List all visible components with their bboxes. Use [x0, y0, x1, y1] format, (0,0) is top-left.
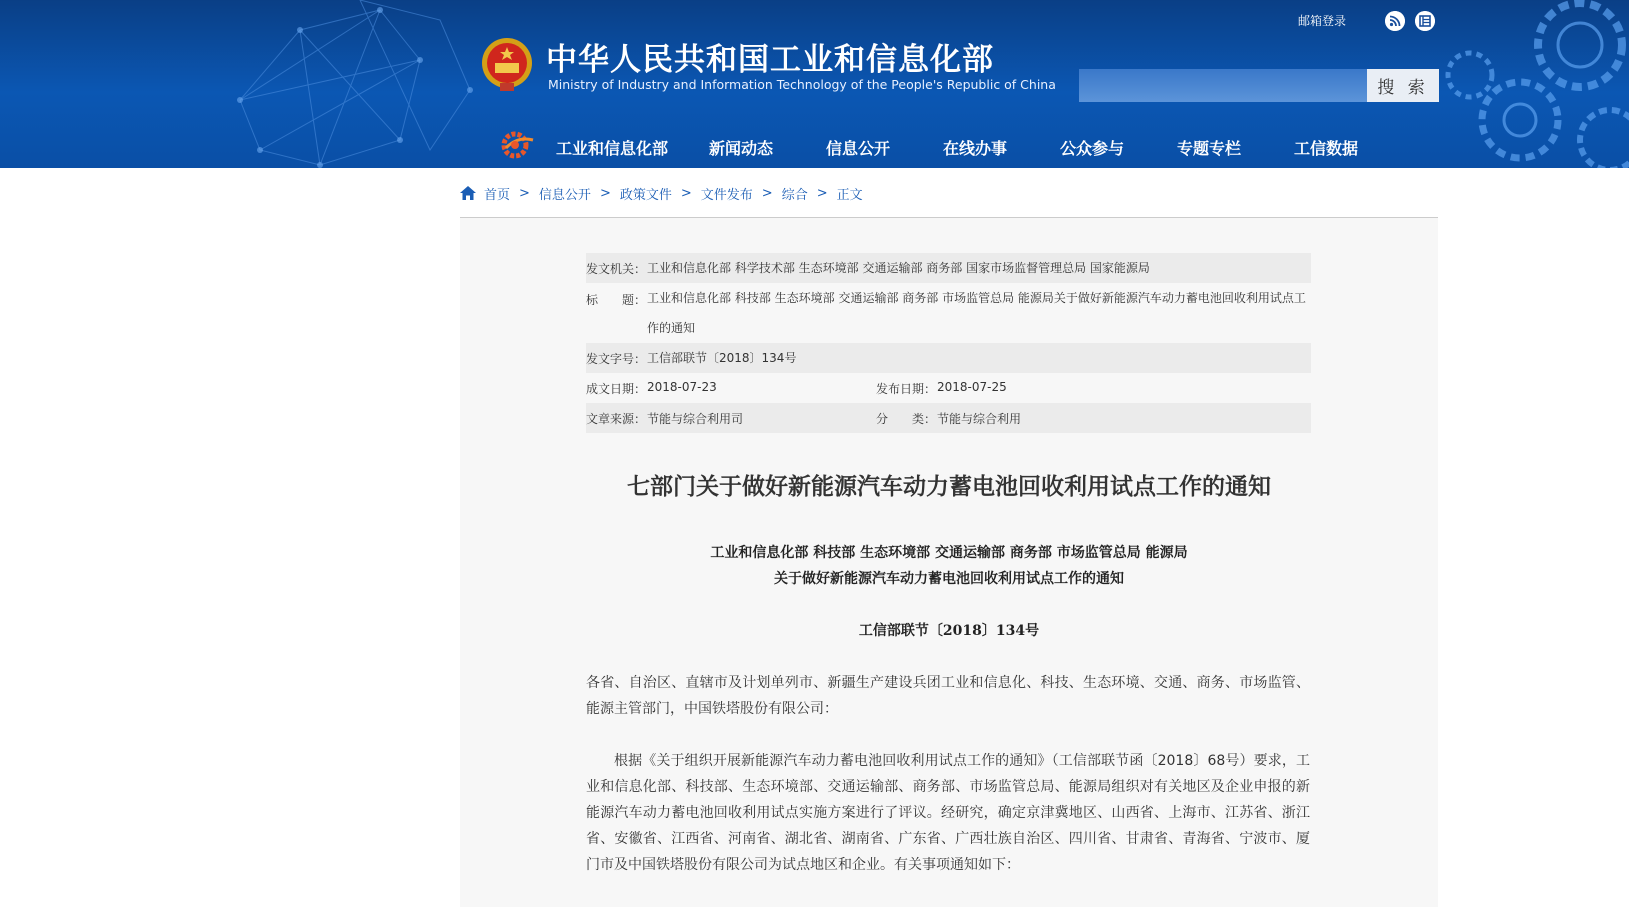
home-icon[interactable] [460, 186, 476, 200]
meta-label: 分 类： [876, 411, 937, 426]
breadcrumb-current: 正文 [836, 187, 863, 203]
nav-item-online-services[interactable]: 在线办事 [943, 139, 1008, 158]
nav-item-special-topics[interactable]: 专题专栏 [1177, 139, 1242, 158]
breadcrumb [460, 183, 863, 203]
article-doc-number: 工信部联节〔2018〕134号 [858, 623, 1040, 639]
breadcrumb-separator: > [761, 185, 773, 201]
meta-row-issuer [586, 253, 1311, 283]
meta-value-source: 节能与综合利用司 [647, 411, 744, 426]
article-subtitle-line: 关于做好新能源汽车动力蓄电池回收利用试点工作的通知 [774, 571, 1124, 587]
site-header [0, 0, 1629, 168]
article-paragraph: 根据《关于组织开展新能源汽车动力蓄电池回收利用试点工作的通知》（工信部联节函〔2018〕68号）要求，工业和信息化部、科技部、生态环境部、交通运输部、商务部、市场监管总局、能源局组织对有关地区及企业申报的新能源汽车动力蓄电池回收利用试点实施方案进行了评议。经研究，确定京津冀地区、山西省、上海市、江苏省、浙江省、安徽省、江西省、河南省、湖北省、湖南省、广东省、广西壮族自治区、四川省、甘肃省、青海省、宁波市、厦门市及中国铁塔股份有限公司为试点地区和企业。有关事项通知如下： [586, 753, 1310, 873]
meta-label: 文章来源： [586, 411, 647, 426]
breadcrumb-home[interactable]: 首页 [484, 187, 511, 203]
breadcrumb-separator: > [519, 185, 530, 201]
breadcrumb-separator: > [599, 185, 611, 201]
national-emblem-icon [480, 35, 534, 93]
meta-row-dates [586, 373, 1311, 403]
document-metadata [586, 253, 1311, 433]
meta-label: 成文日期： [586, 381, 647, 396]
meta-value-publish-date: 2018-07-25 [937, 379, 1007, 394]
meta-row-title [586, 283, 1311, 343]
breadcrumb-separator: > [816, 185, 828, 201]
meta-label: 标 题： [586, 293, 647, 307]
meta-value-category: 节能与综合利用 [937, 411, 1022, 426]
search-button[interactable]: 搜 索 [1367, 69, 1439, 102]
breadcrumb-policy-documents[interactable]: 政策文件 [619, 187, 672, 203]
meta-row-source [586, 403, 1311, 433]
site-subtitle: Ministry of Industry and Information Technology of the People's Republic of China [548, 77, 1056, 92]
meta-label: 发文机关： [586, 261, 647, 276]
article-title: 七部门关于做好新能源汽车动力蓄电池回收利用试点工作的通知 [627, 474, 1271, 500]
nav-logo-icon [500, 130, 534, 160]
rss-icon[interactable] [1385, 11, 1405, 31]
article-issuers-line: 工业和信息化部 科技部 生态环境部 交通运输部 商务部 市场监管总局 能源局 [710, 545, 1188, 561]
breadcrumb-document-release[interactable]: 文件发布 [700, 187, 753, 203]
breadcrumb-info-disclosure[interactable]: 信息公开 [538, 187, 591, 203]
breadcrumb-general[interactable]: 综合 [781, 187, 808, 203]
nav-item-info-disclosure[interactable]: 信息公开 [826, 139, 891, 158]
article-salutation: 各省、自治区、直辖市及计划单列市、新疆生产建设兵团工业和信息化、科技、生态环境、交通、商务、市场监管、能源主管部门，中国铁塔股份有限公司： [586, 675, 1310, 717]
nav-item-miit[interactable]: 工业和信息化部 [556, 139, 669, 158]
weibo-icon[interactable] [1415, 11, 1435, 31]
nav-item-public-participation[interactable]: 公众参与 [1060, 139, 1125, 158]
nav-item-news[interactable]: 新闻动态 [709, 139, 774, 158]
meta-label: 发布日期： [876, 381, 937, 396]
site-title: 中华人民共和国工业和信息化部 [546, 42, 994, 78]
search-input[interactable] [1079, 69, 1367, 102]
meta-label: 发文字号： [586, 351, 647, 366]
mail-login-link[interactable]: 邮箱登录 [1298, 14, 1347, 28]
nav-item-data[interactable]: 工信数据 [1294, 139, 1359, 158]
breadcrumb-separator: > [680, 185, 692, 201]
meta-value-written-date: 2018-07-23 [647, 379, 717, 394]
meta-value-title: 工业和信息化部 科技部 生态环境部 交通运输部 商务部 市场监管总局 能源局关于做好新能源汽车动力蓄电池回收利用试点工作的通知 [647, 291, 1306, 335]
meta-value-issuer: 工业和信息化部 科学技术部 生态环境部 交通运输部 商务部 国家市场监督管理总局 国家能源局 [647, 261, 1150, 275]
meta-row-doc-no [586, 343, 1311, 373]
meta-value-doc-no: 工信部联节〔2018〕134号 [647, 351, 797, 365]
